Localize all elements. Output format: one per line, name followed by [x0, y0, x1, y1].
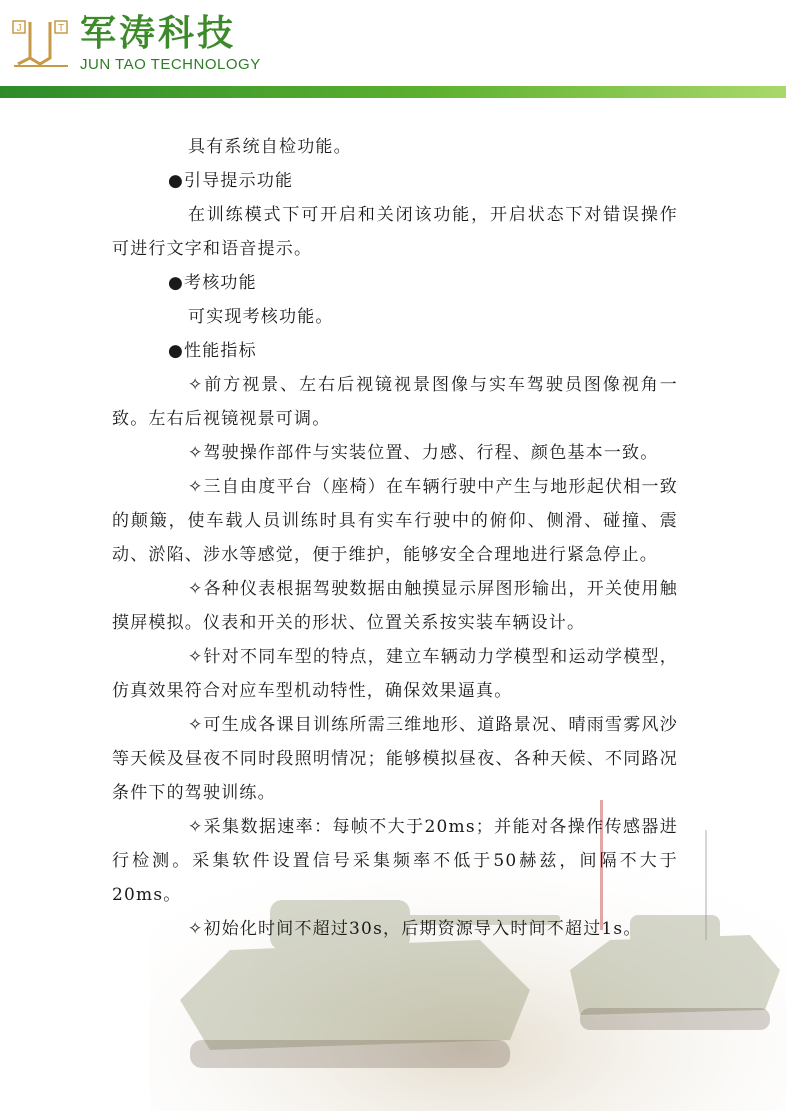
paragraph: 具有系统自检功能。	[188, 137, 352, 157]
brand-name-cn: 军涛科技	[80, 13, 237, 54]
section-heading: ●性能指标	[168, 341, 257, 361]
section-heading: ●考核功能	[168, 273, 257, 293]
logo-letter-t: T	[57, 23, 65, 34]
spec-item: ✧三自由度平台（座椅）在车辆行驶中产生与地形起伏相一致的颠簸，使车载人员训练时具有实车行驶中的俯仰、侧滑、碰撞、震动、淤陷、涉水等感觉，便于维护，能够安全合理地进行紧急停止。	[112, 477, 678, 565]
spec-item: ✧驾驶操作部件与实装位置、力感、行程、颜色基本一致。	[188, 443, 659, 463]
section-heading: ●引导提示功能	[168, 171, 294, 191]
spec-item: ✧针对不同车型的特点，建立车辆动力学模型和运动学模型，仿真效果符合对应车型机动特性，确保效果逼真。	[112, 647, 678, 701]
document-body	[112, 130, 678, 946]
spec-item: ✧各种仪表根据驾驶数据由触摸显示屏图形输出，开关使用触摸屏模拟。仪表和开关的形状、位置关系按实装车辆设计。	[112, 579, 678, 633]
spec-item: ✧初始化时间不超过30s，后期资源导入时间不超过1s。	[188, 919, 642, 939]
paragraph: 可实现考核功能。	[188, 307, 334, 327]
header-divider-bar	[0, 86, 786, 98]
spec-item: ✧前方视景、左右后视镜视景图像与实车驾驶员图像视角一致。左右后视镜视景可调。	[112, 375, 678, 429]
spec-item: ✧采集数据速率：每帧不大于20ms；并能对各操作传感器进行检测。采集软件设置信号采集频率不低于50赫兹，间隔不大于20ms。	[112, 817, 678, 905]
logo-letter-j: J	[16, 23, 22, 34]
paragraph: 在训练模式下可开启和关闭该功能，开启状态下对错误操作可进行文字和语音提示。	[112, 205, 678, 259]
jt-logo-icon	[10, 18, 72, 70]
page-header	[0, 0, 786, 100]
spec-item: ✧可生成各课目训练所需三维地形、道路景况、晴雨雪雾风沙等天候及昼夜不同时段照明情况；能够模拟昼夜、各种天候、不同路况条件下的驾驶训练。	[112, 715, 678, 803]
brand-name-en: JUN TAO TECHNOLOGY	[80, 56, 261, 73]
